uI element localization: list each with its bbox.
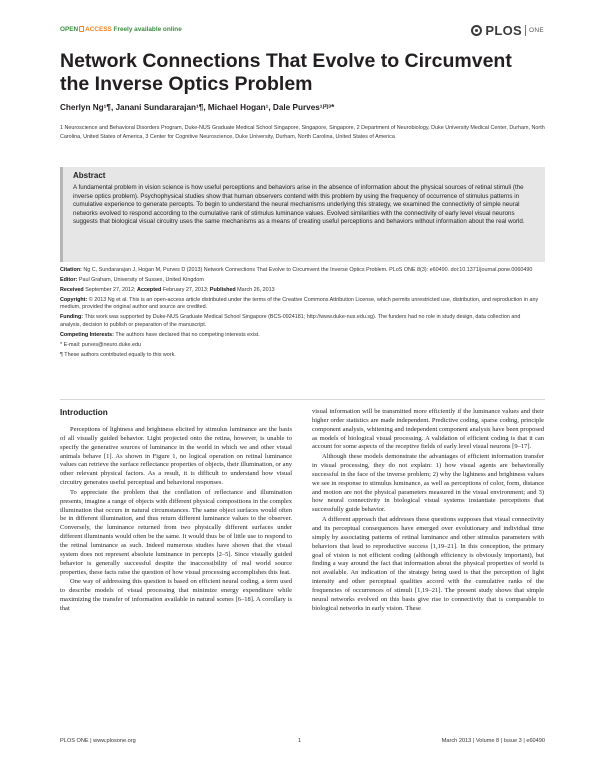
editor: Editor: Paul Graham, University of Sussex, United Kingdom <box>60 277 204 283</box>
article-metadata <box>60 267 540 362</box>
body-column-right <box>312 408 544 614</box>
body-paragraph: Perceptions of lightness and brightness elicited by stimulus luminance are the basis of all visually guided behavior. Light projected onto the retina, however, is unable to specify the generative sources of luminance in the world in which we and other visual animals behave [1]. As shown in Figure 1, no logical operation on retinal luminance values can retrieve the surface reflectance properties of objects, their illumination, or any other relevant physical factors. As a result, it is difficult to understand how visual circuitry generates useful perceptual and behavioral responses. <box>60 426 292 487</box>
citation: Citation: Ng C, Sundararajan J, Hogan M, Purves D (2013) Network Connections That Evolve to Circumvent the Inverse Optics Problem. PLoS ONE 8(3): e60490. doi:10.1371/journal.pone.0060490 <box>60 267 533 273</box>
open-access-word: ACCESS <box>85 26 112 33</box>
body-paragraph: Although these models demonstrate the advantages of efficient information transfer in visual processing, they do not explain: 1) how visual agents are behaviorally successful in the face of the inverse problem; 2) why the lightness and brightness values we see in response to stimulus luminance, as well as perceptions of color, form, distance and motion are not the physical parameters measured in the visual environment; and 3) how neural connectivity in biological visual systems instantiate perceptions that successfully guide behavior. <box>312 453 544 514</box>
article-title: Network Connections That Evolve to Circumvent the Inverse Optics Problem <box>60 50 512 95</box>
abstract-heading: Abstract <box>73 171 106 180</box>
open-lock-icon <box>79 26 84 32</box>
open-access-prefix: OPEN <box>60 26 79 33</box>
abstract-text: A fundamental problem in vision science is how useful perceptions and behaviors arise in the absence of information about the physical sources of retinal stimuli (the inverse optics problem). Psychophysical studies show that human observers contend with this problem by using the frequency of occurrence of stimulus patterns in cumulative experience to generate percepts. To begin to understand the neural mechanisms underlying this strategy, we examined the connectivity of simple neural networks evolved to respond according to the cumulative rank of stimulus luminance values. Evolved similarities with the connectivity of early level visual neurons suggests that biological visual circuitry uses the same mechanisms as a means of creating useful perceptions and behaviors without information about the real world. <box>73 184 525 225</box>
freely-available-label: Freely available online <box>113 26 182 33</box>
abstract-box <box>60 167 545 262</box>
plos-one-logo <box>471 23 544 38</box>
corresponding-email: * E-mail: purves@neuro.duke.edu <box>60 341 141 348</box>
open-access-banner <box>60 26 182 33</box>
copyright: Copyright: © 2013 Ng et al. This is an open-access article distributed under the terms of the Creative Commons Attribution License, which permits unrestricted use, distribution, and reproduction in any medium, provided the original author and source are credited. <box>60 297 539 311</box>
section-divider <box>60 399 545 400</box>
body-paragraph: visual information will be transmitted more efficiently if the luminance values and their higher order statistics are made independent. Predictive coding, sparse coding, principle component analysis, whitening and independent component analysis have been proposed as models of biological visual processing. A validation of efficient coding is that it can account for some aspects of the receptive fields of early level visual neurons [9–17]. <box>312 408 544 451</box>
logo-divider <box>525 25 526 36</box>
plos-logo-one: ONE <box>529 27 544 34</box>
footer-journal: PLOS ONE | www.plosone.org <box>60 738 136 744</box>
journal-header <box>60 23 544 38</box>
plos-logo-word: PLOS <box>485 23 522 38</box>
body-paragraph: One way of addressing this question is based on efficient neural coding, a term used to describe models of visual processing that minimize energy expenditure while maximizing the transfer of information available in natural scenes [6–18]. A corollary is that <box>60 578 292 612</box>
body-paragraph: A different approach that addresses these questions supposes that visual connectivity and its perceptual consequences have emerged over evolutionary and individual time simply by associating patterns of retinal luminance and other stimulus parameters with behaviors that lead to reproductive success [1,19–21]. In this conception, the primary goal of vision is not efficient coding (although efficiency is obviously important), but finding a way around the fact that information about the physical properties of world is not available. An indication of the strategy being used is that the perception of light intensity and other perceptual qualities accord with the cumulative ranks of the frequencies of occurrences of stimuli [1,19–21]. The present study shows that simple neural networks evolved on this basis give rise to connectivity that is comparable to biological networks in early vision. These <box>312 516 544 612</box>
equal-contribution-note: ¶ These authors contributed equally to this work. <box>60 351 176 358</box>
introduction-heading: Introduction <box>60 408 108 417</box>
plos-circle-icon <box>471 25 482 36</box>
competing-interests: Competing Interests: The authors have declared that no competing interests exist. <box>60 331 260 338</box>
body-column-left <box>60 408 292 615</box>
funding: Funding: This work was supported by Duke-NUS Graduate Medical School Singapore (BCS-0924181; http://www.duke-nus.edu.sg). The funders had no role in study design, data collection and analysis, decision to publish or preparation of the manuscript. <box>60 314 521 328</box>
footer-issue: March 2013 | Volume 8 | Issue 3 | e60490 <box>441 738 545 744</box>
author-list: Cherlyn Ng¹¶, Janani Sundararajan¹¶, Michael Hogan¹, Dale Purves¹ʲ²ʲ³* <box>60 103 335 112</box>
body-paragraph: To appreciate the problem that the conflation of reflectance and illumination presents, imagine a range of objects with different physical compositions in the complex illumination that occurs in natural circumstances. The same object surfaces would often be in different illumination, and thus return different luminance values to the observer. Conversely, the luminance returned from two physically different surfaces under different illuminants would often be the same. It would thus be of little use to respond to the retinal luminance as such. Indeed numerous studies have shown that the visual system does not represent absolute luminance in percepts [2–5]. Since visually guided behavior is generally successful despite the inaccessibility of real world source properties, these facts raise the question of how visual processing accomplishes this feat. <box>60 488 292 576</box>
page-footer <box>60 738 545 748</box>
affiliations: 1 Neuroscience and Behavioral Disorders Program, Duke-NUS Graduate Medical School Singapore, Singapore, Singapore, 2 Department of Neurobiology, Duke University Medical Center, Durham, North Carolina, United States of America, 3 Center for Cognitive Neuroscience, Duke University, Durham, North Carolina, United States of America <box>60 125 545 140</box>
history-dates: Received September 27, 2012; Accepted February 27, 2013; Published March 26, 2013 <box>60 287 275 293</box>
page-number: 1 <box>298 738 302 744</box>
